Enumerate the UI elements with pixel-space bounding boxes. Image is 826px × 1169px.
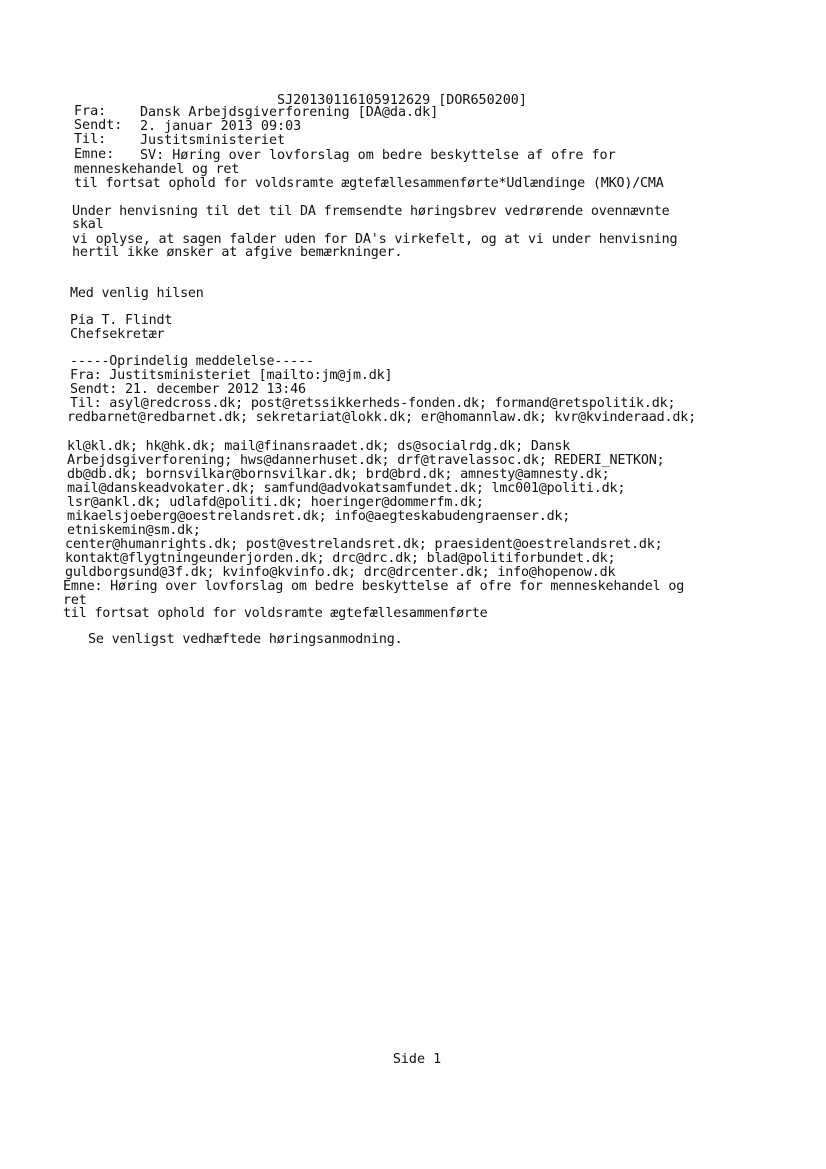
sent-label: Sendt:: [74, 118, 123, 133]
recipient-line: mail@danskeadvokater.dk; samfund@advokatsamfundet.dk; lmc001@politi.dk;: [67, 481, 626, 496]
recipient-line: Arbejdsgiverforening; hws@dannerhuset.dk; drf@travelassoc.dk; REDERI_NETKON;: [67, 453, 665, 468]
body-line-3: vi oplyse, at sagen falder uden for DA's virkefelt, og at vi under henvisning: [72, 232, 678, 247]
original-from: Fra: Justitsministeriet [mailto:jm@jm.dk]: [70, 368, 393, 383]
recipient-line: guldborgsund@3f.dk; kvinfo@kvinfo.dk; drc@drcenter.dk; info@hopenow.dk: [65, 565, 616, 580]
sent-value: 2. januar 2013 09:03: [140, 119, 302, 134]
signer-title: Chefsekretær: [70, 327, 165, 342]
original-subject-line-1: Emne: Høring over lovforslag om bedre beskyttelse af ofre for menneskehandel og: [63, 579, 685, 594]
recipient-line: db@db.dk; bornsvilkar@bornsvilkar.dk; brd@brd.dk; amnesty@amnesty.dk;: [67, 467, 610, 482]
to-label: Til:: [74, 132, 107, 147]
recipient-line: redbarnet@redbarnet.dk; sekretariat@lokk.dk; er@homannlaw.dk; kvr@kvinderaad.dk;: [67, 410, 696, 425]
greeting: Med venlig hilsen: [70, 286, 204, 301]
recipient-line: Til: asyl@redcross.dk; post@retssikkerheds-fonden.dk; formand@retspolitik.dk;: [70, 396, 676, 411]
recipient-line: kontakt@flygtningeunderjorden.dk; drc@drc.dk; blad@politiforbundet.dk;: [65, 551, 616, 566]
attachment-note: Se venligst vedhæftede høringsanmodning.: [88, 632, 403, 647]
original-subject-line-3: til fortsat ophold for voldsramte ægtefællesammenførte: [63, 606, 488, 621]
recipient-line: etniskemin@sm.dk;: [67, 523, 201, 538]
signer-name: Pia T. Flindt: [70, 313, 173, 328]
body-line-4: hertil ikke ønsker at afgive bemærkninger.: [72, 245, 403, 260]
original-subject-line-2: ret: [63, 593, 87, 608]
original-sent: Sendt: 21. december 2012 13:46: [70, 382, 306, 397]
subject-label: Emne:: [74, 147, 115, 162]
recipient-line: kl@kl.dk; hk@hk.dk; mail@finansraadet.dk; ds@socialrdg.dk; Dansk: [67, 439, 571, 454]
from-value: Dansk Arbejdsgiverforening [DA@da.dk]: [140, 105, 439, 120]
to-value: Justitsministeriet: [140, 133, 286, 148]
subject-line-2: menneskehandel og ret: [74, 162, 240, 177]
recipient-line: mikaelsjoeberg@oestrelandsret.dk; info@aegteskabudengraenser.dk;: [67, 509, 571, 524]
recipient-line: lsr@ankl.dk; udlafd@politi.dk; hoeringer@dommerfm.dk;: [67, 495, 484, 510]
recipient-line: center@humanrights.dk; post@vestrelandsret.dk; praesident@oestrelandsret.dk;: [65, 537, 663, 552]
subject-line-3: til fortsat ophold for voldsramte ægtefællesammenførte*Udlændinge (MKO)/CMA: [74, 176, 664, 191]
body-line-2: skal: [72, 217, 104, 232]
subject-value: SV: Høring over lovforslag om bedre beskyttelse af ofre for: [140, 148, 616, 163]
body-line-1: Under henvisning til det til DA fremsendte høringsbrev vedrørende ovennævnte: [72, 204, 670, 219]
page-number: Side 1: [392, 1052, 442, 1067]
from-label: Fra:: [74, 104, 107, 119]
document-id: SJ20130116105912629 [DOR650200]: [277, 93, 527, 108]
original-separator: -----Oprindelig meddelelse-----: [70, 354, 314, 369]
